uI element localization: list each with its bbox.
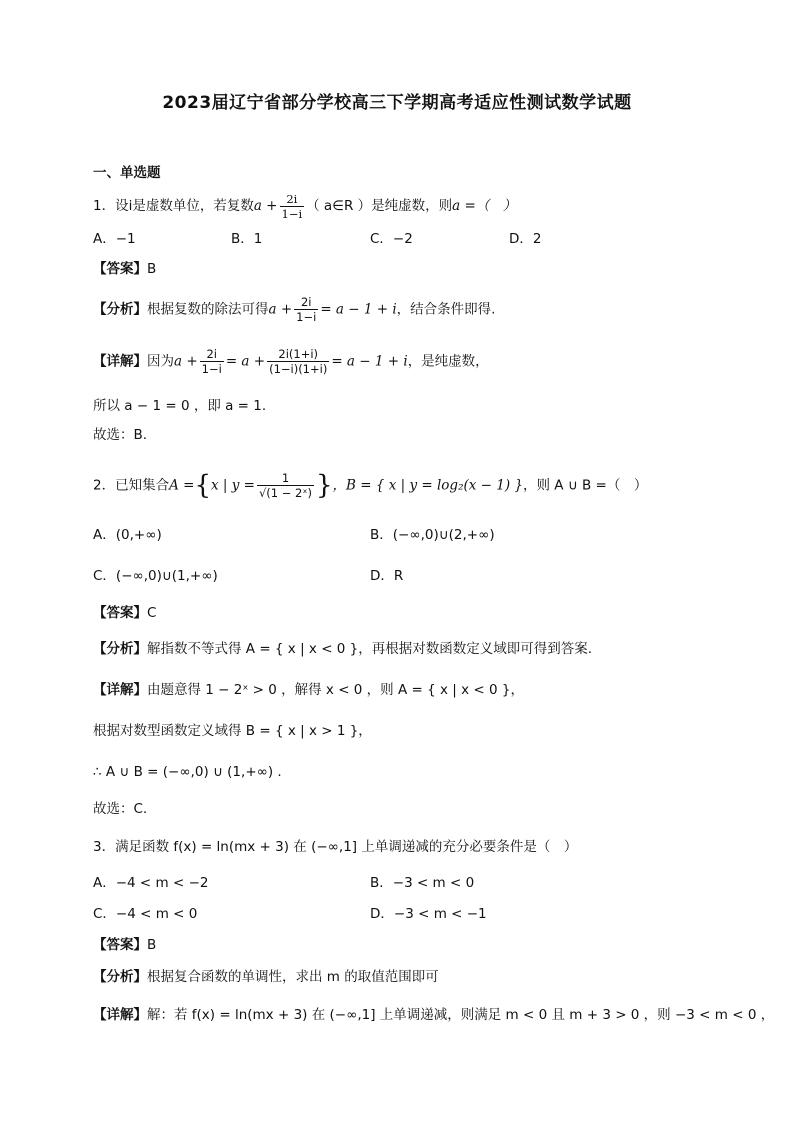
detail-label: 【详解】: [93, 682, 147, 698]
brace-close-icon: }: [315, 470, 333, 501]
q3-option-a: A．−4 < m < −2: [93, 875, 209, 891]
q1-analysis-den: 1−i: [296, 310, 317, 324]
q3-detail-text: 解：若 f(x) = ln(mx + 3) 在 (−∞,1] 上单调递减，则满足 m < 0 且 m + 3 > 0 ，则 −3 < m < 0 ，: [147, 1007, 775, 1023]
section-heading: 一、单选题: [93, 165, 161, 181]
q1-detail-eq1: = a +: [225, 353, 266, 370]
q1-detail-post: ，是纯虚数，: [407, 353, 489, 370]
q1-detail-num1: 2i: [200, 347, 224, 362]
q2-answer-value: C: [147, 605, 157, 621]
q3-analysis-text: 根据复合函数的单调性，求出 m 的取值范围即可: [147, 969, 439, 985]
q2-choose: 故选：C.: [93, 801, 148, 817]
q1-answer-value: B: [147, 261, 157, 277]
q2-set-a-pre: A =: [169, 477, 195, 494]
analysis-label: 【分析】: [93, 969, 147, 985]
q1-analysis-expr-b: = a − 1 + i: [320, 301, 397, 318]
q2-analysis: [93, 639, 592, 659]
q1-option-b: B．1: [231, 231, 263, 247]
q2-stem-text: 2．已知集合: [93, 477, 170, 494]
q2-detail2: 根据对数型函数定义域得 B = { x | x > 1 }，: [93, 723, 372, 739]
q1-detail-eq2: = a − 1 + i: [331, 353, 408, 370]
q2-option-d: D．R: [370, 568, 404, 584]
q1-analysis-expr-a: a +: [268, 301, 293, 318]
q2-detail-text: 由题意得 1 − 2ˣ > 0 ，解得 x < 0 ，则 A = { x | x < 0 }，: [147, 682, 524, 698]
analysis-label: 【分析】: [93, 301, 147, 318]
q3-answer: [93, 935, 156, 955]
q2-set-b: ，B = { x | y = log₂(x − 1) }: [332, 477, 524, 494]
q1-analysis: [93, 295, 495, 324]
q3-option-b: B．−3 < m < 0: [370, 875, 475, 891]
analysis-label: 【分析】: [93, 641, 147, 657]
q1-answer: [93, 259, 156, 279]
q1-frac-num: 2i: [280, 192, 305, 207]
q2-option-c: C．(−∞,0)∪(1,+∞): [93, 568, 218, 584]
q2-set-a-fraction: [257, 471, 314, 500]
q1-cond: （ a∈R ）是纯虚数，则: [306, 198, 453, 214]
q1-analysis-fraction: [294, 295, 318, 324]
q3-answer-value: B: [147, 937, 157, 953]
q1-analysis-post: ，结合条件即得.: [396, 301, 496, 318]
q1-detail-frac2: [267, 347, 329, 376]
q1-so-line: 所以 a − 1 = 0 ，即 a = 1.: [93, 398, 267, 414]
q3-option-d: D．−3 < m < −1: [370, 906, 487, 922]
q2-set-a-num: 1: [257, 471, 314, 486]
q3-option-c: C．−4 < m < 0: [93, 906, 198, 922]
q1-stem: [93, 192, 516, 221]
q1-choose: 故选：B.: [93, 427, 148, 443]
q1-frac-den: 1−i: [281, 207, 303, 221]
q1-detail-frac1: [200, 347, 224, 376]
q3-stem: 3．满足函数 f(x) = ln(mx + 3) 在 (−∞,1] 上单调递减的充分必要条件是（ ）: [93, 839, 578, 855]
detail-label: 【详解】: [93, 1007, 147, 1023]
answer-label: 【答案】: [93, 937, 147, 953]
q2-analysis-text: 解指数不等式得 A = { x | x < 0 }，再根据对数函数定义域即可得到答案.: [147, 641, 593, 657]
q2-stem: [93, 471, 647, 500]
q2-option-a: A．(0,+∞): [93, 527, 162, 543]
q2-detail3: ∴ A ∪ B = (−∞,0) ∪ (1,+∞) .: [93, 764, 282, 780]
q1-detail-den1: 1−i: [201, 362, 222, 376]
page-title: 2023届辽宁省部分学校高三下学期高考适应性测试数学试题: [162, 93, 632, 113]
q1-option-d: D．2: [509, 231, 542, 247]
q2-detail: [93, 680, 524, 700]
q1-detail: [93, 347, 489, 376]
brace-open-icon: {: [194, 470, 211, 501]
q1-analysis-text: 根据复数的除法可得: [147, 301, 269, 318]
q3-detail: [93, 1005, 774, 1025]
q1-detail-den2: (1−i)(1+i): [269, 362, 328, 376]
q1-stem-text: 1．设i是虚数单位，若复数: [93, 198, 254, 214]
answer-label: 【答案】: [93, 261, 147, 277]
q1-expr: a +: [253, 198, 278, 214]
answer-label: 【答案】: [93, 605, 147, 621]
q2-option-b: B．(−∞,0)∪(2,+∞): [370, 527, 495, 543]
q1-detail-text: 因为: [147, 353, 174, 370]
q2-set-a-inner: x | y =: [211, 477, 255, 494]
q1-detail-num2: 2i(1+i): [267, 347, 329, 362]
q1-detail-a: a +: [174, 353, 198, 370]
q1-ask: a =（ ）: [452, 198, 517, 214]
q1-analysis-num: 2i: [294, 295, 318, 310]
q2-answer: [93, 603, 156, 623]
q1-option-c: C．−2: [370, 231, 413, 247]
q1-fraction: [280, 192, 305, 221]
q2-set-a-den: √(1 − 2ˣ): [258, 486, 312, 500]
q1-option-a: A．−1: [93, 231, 136, 247]
q3-analysis: [93, 967, 439, 987]
q2-ask: ，则 A ∪ B =（ ）: [523, 477, 648, 494]
detail-label: 【详解】: [93, 353, 147, 370]
